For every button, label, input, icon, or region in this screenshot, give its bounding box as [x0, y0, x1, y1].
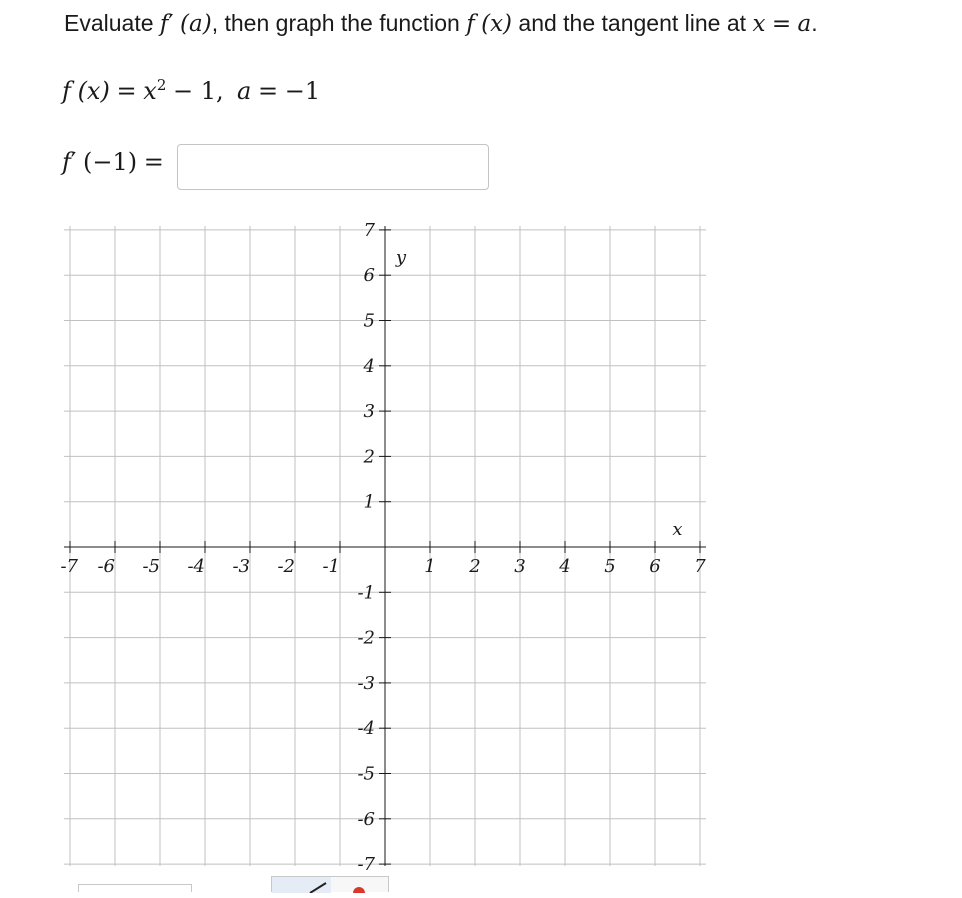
y-tick-label: -7 — [357, 854, 375, 876]
pen-tool-button[interactable] — [272, 877, 331, 893]
prompt-a: a — [797, 11, 812, 37]
formula-x: x — [143, 77, 157, 105]
y-tick-label: -3 — [357, 672, 375, 694]
y-tick-label: 2 — [363, 446, 375, 468]
formula-arg-x: (x) — [77, 77, 110, 105]
y-tick-label: -2 — [357, 627, 375, 649]
drawing-toolbar — [271, 876, 389, 892]
prompt-x: x — [752, 11, 766, 37]
formula-a-value: −1 — [284, 77, 321, 105]
x-tick-label: -4 — [187, 556, 205, 577]
prompt-fprime: f — [159, 11, 169, 37]
formula-exponent: 2 — [156, 76, 167, 94]
pen-icon — [272, 877, 331, 893]
prompt-arg-a: (a) — [180, 11, 212, 37]
y-tick-label: 5 — [363, 310, 375, 332]
y-tick-label: 1 — [363, 491, 375, 513]
x-tick-label: 6 — [649, 556, 661, 577]
y-tick-label: 4 — [363, 355, 375, 377]
x-tick-label: -6 — [97, 556, 115, 577]
answer-label — [62, 148, 164, 177]
x-tick-label: -3 — [232, 556, 250, 577]
function-definition — [62, 76, 320, 106]
y-tick-label: 3 — [363, 401, 375, 423]
x-tick-label: 1 — [424, 556, 436, 577]
formula-eq2: = — [258, 77, 279, 105]
prompt-period: . — [811, 10, 818, 36]
x-axis-label: x — [672, 519, 683, 540]
answer-eq: = — [143, 148, 164, 176]
question-prompt — [64, 10, 818, 37]
answer-f: f — [62, 148, 71, 176]
tool-line-button[interactable] — [78, 884, 192, 892]
x-tick-label: -1 — [322, 556, 340, 577]
x-tick-label: -2 — [277, 556, 295, 577]
x-tick-label: 2 — [469, 556, 481, 577]
x-tick-label: 4 — [559, 556, 571, 577]
formula-a: a — [237, 77, 252, 105]
x-tick-label: 5 — [604, 556, 616, 577]
y-tick-label: 7 — [363, 219, 375, 241]
prompt-text-tail: and the tangent line at — [518, 10, 747, 36]
point-icon — [331, 877, 389, 893]
x-tick-label: 7 — [694, 556, 706, 577]
formula-eq1: = — [116, 77, 137, 105]
y-tick-label: -6 — [357, 808, 375, 830]
y-tick-label: 6 — [363, 265, 375, 287]
answer-prime-mark: ′ — [70, 148, 77, 176]
y-axis-label: y — [395, 247, 407, 268]
x-tick-labels — [60, 556, 706, 577]
answer-arg: (−1) — [83, 148, 138, 176]
y-tick-label: -5 — [357, 763, 375, 785]
y-tick-label: -1 — [357, 582, 375, 604]
prompt-prime-mark: ′ — [168, 11, 174, 37]
prompt-eq: = — [771, 11, 792, 37]
y-tick-label: -4 — [357, 718, 375, 740]
x-tick-label: -7 — [60, 556, 78, 577]
formula-f: f — [62, 77, 71, 105]
prompt-text-mid: , then graph the function — [211, 10, 460, 36]
x-tick-label: -5 — [142, 556, 160, 577]
point-tool-button[interactable] — [331, 877, 389, 893]
prompt-f: f — [466, 11, 475, 37]
derivative-answer-input[interactable] — [177, 144, 489, 190]
prompt-arg-x: (x) — [481, 11, 513, 37]
x-tick-label: 3 — [514, 556, 526, 577]
prompt-text-evaluate: Evaluate — [64, 10, 154, 36]
graph-canvas[interactable] — [0, 218, 962, 878]
formula-minus-one: − 1, — [173, 77, 224, 105]
